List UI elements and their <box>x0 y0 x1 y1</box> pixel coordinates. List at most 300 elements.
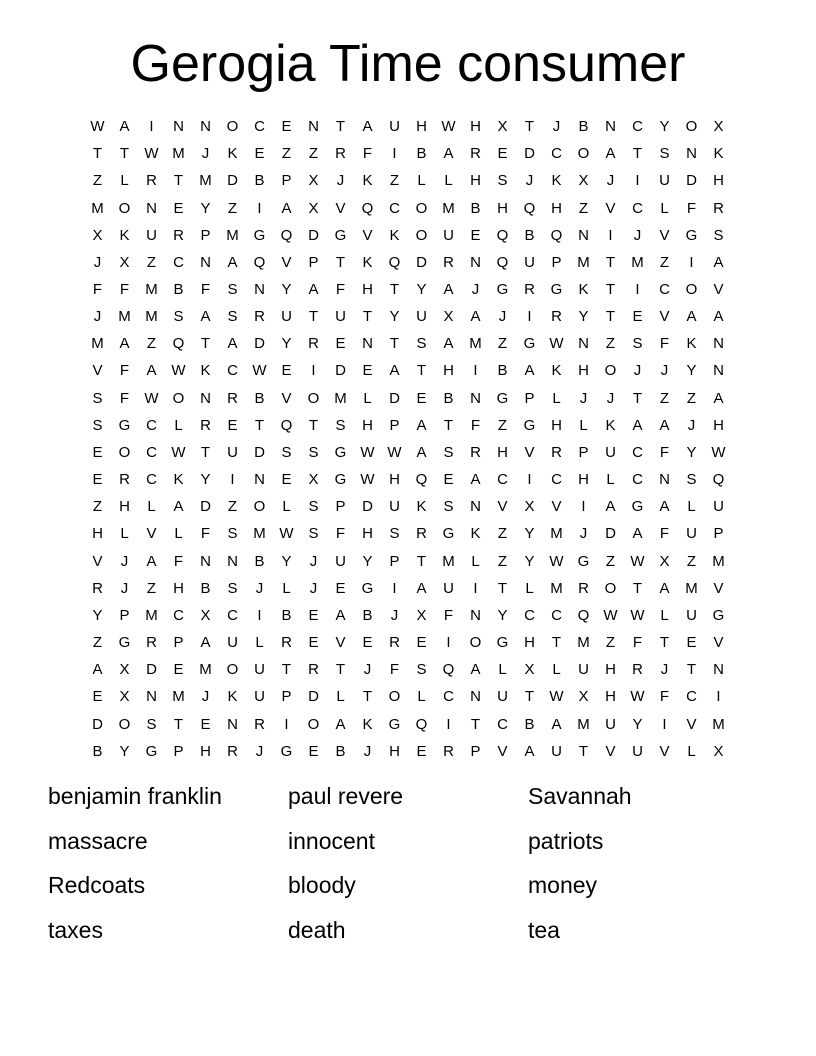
grid-letter: R <box>281 634 292 652</box>
grid-letter: R <box>524 281 535 299</box>
grid-letter: O <box>685 118 698 136</box>
grid-letter: W <box>360 471 375 489</box>
grid-letter: F <box>659 335 670 353</box>
grid-letter: I <box>392 579 397 597</box>
grid-letter: A <box>605 498 616 516</box>
grid-letter: W <box>144 145 159 163</box>
grid-letter: E <box>335 335 346 353</box>
grid-letter: T <box>362 688 373 706</box>
grid-letter: V <box>281 253 292 271</box>
grid-letter: M <box>631 253 644 271</box>
grid-letter: K <box>551 362 562 380</box>
grid-letter: U <box>146 226 157 244</box>
grid-letter: N <box>200 253 211 271</box>
grid-letter: S <box>173 308 184 326</box>
grid-letter: S <box>659 145 670 163</box>
grid-letter: L <box>579 416 588 434</box>
grid-letter: B <box>524 715 535 733</box>
grid-letter: S <box>686 471 697 489</box>
grid-letter: K <box>227 688 238 706</box>
grid-letter: T <box>308 308 319 326</box>
grid-letter: N <box>470 606 481 624</box>
grid-letter: C <box>497 715 508 733</box>
grid-letter: W <box>279 525 294 543</box>
grid-letter: A <box>470 471 481 489</box>
grid-letter: Y <box>497 606 508 624</box>
grid-letter: U <box>686 525 697 543</box>
grid-letter: T <box>605 308 616 326</box>
grid-letter: T <box>281 661 292 679</box>
grid-letter: J <box>201 688 210 706</box>
grid-letter: H <box>713 172 724 190</box>
grid-letter: F <box>119 362 130 380</box>
grid-letter: L <box>417 688 426 706</box>
word-list-item: paul revere <box>288 783 404 809</box>
grid-row <box>84 113 732 140</box>
grid-letter: K <box>686 335 697 353</box>
grid-letter: S <box>389 525 400 543</box>
grid-letter: W <box>90 118 105 136</box>
grid-letter: F <box>470 416 481 434</box>
grid-letter: A <box>713 308 724 326</box>
grid-letter: Z <box>389 172 400 190</box>
grid-letter: A <box>632 525 643 543</box>
grid-letter: Z <box>497 552 508 570</box>
grid-letter: Q <box>172 335 185 353</box>
grid-row <box>84 710 732 737</box>
grid-letter: W <box>171 443 186 461</box>
grid-letter: I <box>257 606 262 624</box>
grid-letter: P <box>173 634 184 652</box>
grid-letter: C <box>551 471 562 489</box>
grid-letter: J <box>579 389 588 407</box>
grid-letter: C <box>146 443 157 461</box>
grid-letter: C <box>524 606 535 624</box>
grid-letter: L <box>120 172 129 190</box>
grid-letter: J <box>633 226 642 244</box>
grid-letter: B <box>578 118 589 136</box>
grid-letter: T <box>632 579 643 597</box>
grid-letter: Z <box>146 335 157 353</box>
grid-letter: X <box>713 742 724 760</box>
grid-letter: K <box>362 172 373 190</box>
grid-letter: A <box>524 742 535 760</box>
grid-letter: R <box>308 335 319 353</box>
grid-letter: O <box>118 715 131 733</box>
grid-letter: V <box>713 281 724 299</box>
grid-letter: N <box>227 715 238 733</box>
grid-letter: P <box>308 253 319 271</box>
grid-letter: R <box>308 661 319 679</box>
grid-letter: F <box>686 199 697 217</box>
grid-letter: P <box>119 606 130 624</box>
grid-letter: V <box>497 498 508 516</box>
grid-letter: R <box>254 715 265 733</box>
grid-letter: R <box>443 742 454 760</box>
grid-letter: E <box>92 443 103 461</box>
grid-letter: W <box>549 552 564 570</box>
grid-letter: T <box>605 253 616 271</box>
grid-letter: V <box>92 362 103 380</box>
grid-letter: T <box>254 416 265 434</box>
grid-row <box>84 656 732 683</box>
grid-letter: A <box>659 579 670 597</box>
grid-letter: R <box>632 661 643 679</box>
grid-letter: N <box>578 335 589 353</box>
grid-letter: I <box>608 226 613 244</box>
grid-letter: P <box>389 552 400 570</box>
grid-letter: S <box>308 525 319 543</box>
grid-row <box>84 194 732 221</box>
grid-letter: U <box>659 172 670 190</box>
grid-letter: L <box>687 498 696 516</box>
grid-letter: A <box>227 253 238 271</box>
grid-letter: O <box>307 389 320 407</box>
grid-letter: J <box>336 172 345 190</box>
grid-letter: P <box>281 688 292 706</box>
grid-letter: F <box>659 443 670 461</box>
grid-letter: O <box>415 199 428 217</box>
grid-letter: G <box>118 416 131 434</box>
grid-letter: E <box>281 118 292 136</box>
grid-letter: A <box>470 661 481 679</box>
grid-letter: R <box>146 172 157 190</box>
grid-letter: O <box>118 443 131 461</box>
grid-letter: G <box>496 281 509 299</box>
grid-letter: T <box>308 416 319 434</box>
grid-letter: R <box>146 634 157 652</box>
grid-letter: A <box>713 389 724 407</box>
grid-letter: V <box>605 742 616 760</box>
grid-letter: C <box>227 606 238 624</box>
grid-letter: W <box>630 552 645 570</box>
grid-letter: A <box>173 498 184 516</box>
grid-letter: I <box>284 715 289 733</box>
grid-letter: T <box>632 389 643 407</box>
grid-letter: D <box>200 498 211 516</box>
grid-letter: E <box>497 145 508 163</box>
grid-letter: Q <box>280 416 293 434</box>
grid-letter: H <box>119 498 130 516</box>
grid-letter: G <box>334 226 347 244</box>
grid-letter: O <box>469 634 482 652</box>
grid-letter: A <box>227 335 238 353</box>
grid-letter: N <box>254 471 265 489</box>
grid-letter: L <box>552 661 561 679</box>
grid-letter: V <box>335 634 346 652</box>
grid-letter: J <box>525 172 534 190</box>
grid-letter: W <box>549 335 564 353</box>
grid-letter: V <box>713 634 724 652</box>
grid-letter: H <box>470 172 481 190</box>
grid-letter: J <box>579 525 588 543</box>
word-list-item: innocent <box>288 827 375 854</box>
grid-row <box>84 466 732 493</box>
grid-row <box>84 303 732 330</box>
grid-letter: K <box>362 253 373 271</box>
grid-letter: D <box>227 172 238 190</box>
grid-letter: X <box>308 471 319 489</box>
grid-letter: L <box>498 661 507 679</box>
grid-letter: S <box>416 661 427 679</box>
grid-letter: Z <box>659 253 670 271</box>
grid-letter: A <box>416 443 427 461</box>
grid-letter: A <box>524 362 535 380</box>
grid-letter: F <box>362 145 373 163</box>
grid-letter: H <box>362 416 373 434</box>
grid-letter: N <box>173 118 184 136</box>
grid-letter: J <box>201 145 210 163</box>
grid-letter: C <box>227 362 238 380</box>
grid-row <box>84 222 732 249</box>
grid-letter: N <box>362 335 373 353</box>
grid-letter: P <box>470 742 481 760</box>
grid-letter: G <box>496 634 509 652</box>
word-list-item: benjamin franklin <box>48 783 222 809</box>
grid-letter: O <box>604 362 617 380</box>
grid-letter: M <box>91 335 104 353</box>
grid-letter: R <box>335 145 346 163</box>
grid-letter: J <box>363 742 372 760</box>
grid-letter: H <box>200 742 211 760</box>
grid-row <box>84 683 732 710</box>
grid-letter: U <box>632 742 643 760</box>
grid-letter: G <box>388 715 401 733</box>
grid-letter: R <box>470 145 481 163</box>
grid-letter: Z <box>308 145 319 163</box>
grid-letter: B <box>254 552 265 570</box>
grid-letter: L <box>687 742 696 760</box>
grid-letter: C <box>632 199 643 217</box>
grid-letter: L <box>255 634 264 652</box>
grid-letter: A <box>416 416 427 434</box>
grid-letter: N <box>470 253 481 271</box>
grid-letter: F <box>659 688 670 706</box>
grid-letter: U <box>551 742 562 760</box>
grid-letter: W <box>711 443 726 461</box>
grid-letter: V <box>524 443 535 461</box>
grid-row <box>84 602 732 629</box>
grid-letter: H <box>173 579 184 597</box>
grid-letter: C <box>497 471 508 489</box>
grid-letter: J <box>309 552 318 570</box>
grid-letter: N <box>470 688 481 706</box>
grid-letter: T <box>173 172 184 190</box>
grid-row <box>84 412 732 439</box>
grid-letter: T <box>551 634 562 652</box>
grid-letter: B <box>173 281 184 299</box>
word-list-item: money <box>528 872 598 898</box>
grid-letter: F <box>389 661 400 679</box>
grid-letter: I <box>230 471 235 489</box>
grid-letter: H <box>551 416 562 434</box>
grid-letter: M <box>253 525 266 543</box>
grid-letter: E <box>362 634 373 652</box>
grid-letter: M <box>145 281 158 299</box>
grid-letter: F <box>335 281 346 299</box>
grid-letter: Q <box>550 226 563 244</box>
grid-letter: D <box>362 498 373 516</box>
grid-letter: M <box>118 308 131 326</box>
grid-letter: S <box>335 416 346 434</box>
grid-letter: L <box>444 172 453 190</box>
grid-letter: G <box>145 742 158 760</box>
grid-letter: C <box>146 416 157 434</box>
grid-letter: D <box>308 226 319 244</box>
grid-letter: D <box>389 389 400 407</box>
grid-letter: C <box>551 606 562 624</box>
grid-letter: R <box>173 226 184 244</box>
grid-letter: D <box>686 172 697 190</box>
grid-letter: X <box>92 226 103 244</box>
grid-row <box>84 167 732 194</box>
grid-letter: G <box>334 443 347 461</box>
grid-letter: Z <box>92 634 103 652</box>
grid-letter: M <box>577 634 590 652</box>
grid-letter: E <box>416 742 427 760</box>
grid-letter: G <box>361 579 374 597</box>
grid-letter: K <box>227 145 238 163</box>
grid-letter: L <box>525 579 534 597</box>
grid-letter: P <box>281 172 292 190</box>
grid-letter: E <box>362 362 373 380</box>
grid-letter: N <box>659 471 670 489</box>
grid-letter: W <box>171 362 186 380</box>
grid-letter: I <box>716 688 721 706</box>
grid-letter: T <box>497 579 508 597</box>
grid-letter: C <box>632 443 643 461</box>
grid-letter: S <box>146 715 157 733</box>
grid-letter: B <box>443 389 454 407</box>
grid-letter: A <box>389 362 400 380</box>
grid-letter: D <box>254 335 265 353</box>
grid-letter: J <box>660 362 669 380</box>
grid-letter: L <box>120 525 129 543</box>
grid-row <box>84 493 732 520</box>
grid-letter: U <box>713 498 724 516</box>
grid-letter: V <box>146 525 157 543</box>
grid-letter: X <box>713 118 724 136</box>
grid-letter: T <box>389 281 400 299</box>
grid-letter: A <box>659 416 670 434</box>
grid-letter: B <box>335 742 346 760</box>
grid-letter: S <box>497 172 508 190</box>
grid-letter: G <box>280 742 293 760</box>
grid-letter: L <box>660 199 669 217</box>
word-search-grid <box>84 113 732 765</box>
grid-letter: O <box>577 145 590 163</box>
grid-letter: T <box>200 335 211 353</box>
grid-letter: U <box>389 118 400 136</box>
grid-row <box>84 575 732 602</box>
grid-letter: I <box>392 145 397 163</box>
grid-letter: V <box>92 552 103 570</box>
grid-letter: V <box>659 308 670 326</box>
grid-letter: M <box>199 172 212 190</box>
grid-letter: O <box>118 199 131 217</box>
grid-letter: Q <box>523 199 536 217</box>
grid-letter: B <box>497 362 508 380</box>
grid-letter: A <box>92 661 103 679</box>
grid-letter: X <box>497 118 508 136</box>
grid-letter: H <box>605 688 616 706</box>
grid-letter: J <box>255 742 264 760</box>
grid-letter: R <box>551 308 562 326</box>
grid-letter: Q <box>388 253 401 271</box>
grid-letter: V <box>659 742 670 760</box>
grid-letter: Q <box>442 661 455 679</box>
grid-letter: T <box>173 715 184 733</box>
grid-letter: U <box>227 634 238 652</box>
grid-letter: D <box>92 715 103 733</box>
grid-letter: M <box>685 579 698 597</box>
grid-letter: U <box>335 552 346 570</box>
grid-letter: V <box>551 498 562 516</box>
grid-letter: W <box>630 606 645 624</box>
grid-letter: Y <box>92 606 103 624</box>
grid-letter: R <box>578 579 589 597</box>
grid-letter: E <box>92 688 103 706</box>
grid-letter: I <box>149 118 154 136</box>
grid-letter: N <box>227 552 238 570</box>
grid-letter: Z <box>92 172 103 190</box>
grid-letter: T <box>92 145 103 163</box>
grid-letter: J <box>255 579 264 597</box>
grid-letter: G <box>442 525 455 543</box>
grid-letter: Z <box>605 634 616 652</box>
grid-letter: C <box>551 145 562 163</box>
grid-letter: R <box>389 634 400 652</box>
grid-letter: Q <box>577 606 590 624</box>
grid-letter: M <box>91 199 104 217</box>
grid-row <box>84 249 732 276</box>
grid-letter: K <box>470 525 481 543</box>
grid-letter: Z <box>227 498 238 516</box>
grid-letter: S <box>416 335 427 353</box>
grid-letter: J <box>633 362 642 380</box>
grid-letter: Y <box>389 308 400 326</box>
grid-letter: C <box>443 688 454 706</box>
grid-letter: H <box>389 742 400 760</box>
grid-letter: H <box>551 199 562 217</box>
word-list-item: Savannah <box>528 783 632 809</box>
grid-letter: N <box>470 389 481 407</box>
grid-letter: U <box>335 308 346 326</box>
grid-letter: E <box>281 471 292 489</box>
grid-letter: E <box>308 634 319 652</box>
grid-letter: P <box>578 443 589 461</box>
grid-letter: W <box>387 443 402 461</box>
grid-letter: K <box>416 498 427 516</box>
grid-letter: E <box>686 634 697 652</box>
grid-letter: R <box>443 253 454 271</box>
grid-letter: L <box>552 389 561 407</box>
grid-letter: W <box>549 688 564 706</box>
word-list-item: taxes <box>48 916 103 943</box>
word-list <box>48 778 768 956</box>
grid-letter: Y <box>200 199 211 217</box>
grid-letter: V <box>605 199 616 217</box>
grid-letter: N <box>146 688 157 706</box>
page-title: Gerogia Time consumer <box>130 35 686 93</box>
grid-letter: T <box>416 552 427 570</box>
grid-letter: L <box>417 172 426 190</box>
grid-letter: H <box>92 525 103 543</box>
grid-letter: A <box>200 634 211 652</box>
grid-letter: E <box>335 579 346 597</box>
grid-letter: G <box>523 416 536 434</box>
grid-letter: N <box>200 389 211 407</box>
